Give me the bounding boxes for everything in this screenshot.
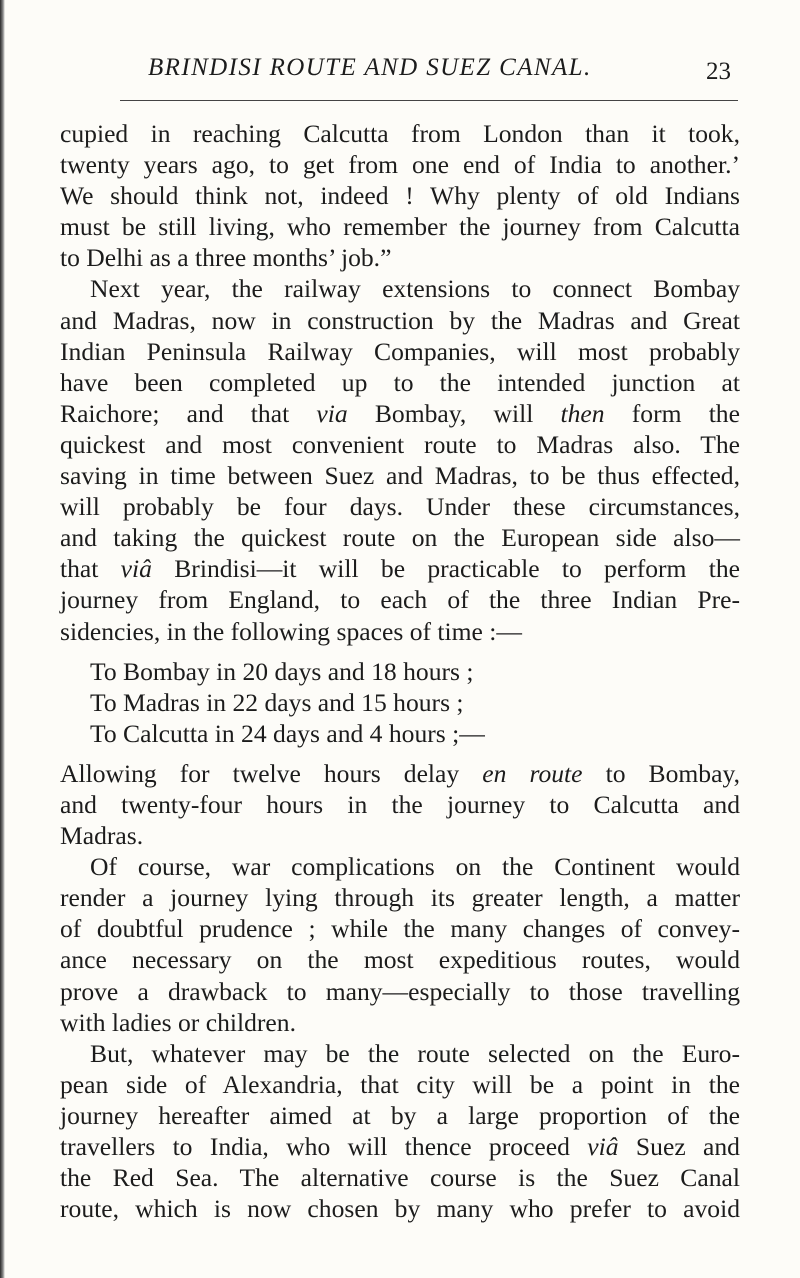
text-line: [60, 758, 740, 789]
italic-word: then: [560, 398, 605, 428]
text-line: have been completed up to the intended junction at: [60, 367, 740, 397]
list-line: To Madras in 22 days and 15 hours ;: [90, 687, 464, 717]
text-line: with ladies or children.: [60, 1007, 296, 1037]
text-line: But, whatever may be the route selected on the Euro-: [90, 1038, 740, 1068]
text-line: [60, 1131, 740, 1162]
text-span: Suez and: [635, 1132, 740, 1161]
text-line: and twenty-four hours in the journey to Calcutta and: [60, 789, 740, 819]
header-rule: [120, 100, 738, 101]
page-number: 23: [706, 58, 731, 85]
body-text: [60, 118, 740, 1224]
text-line: journey hereafter aimed at by a large proportion of the: [60, 1100, 740, 1130]
text-line: of doubtful prudence ; while the many changes of convey-: [60, 914, 740, 944]
text-line: Of course, war complications on the Continent would: [90, 852, 740, 882]
text-line: Indian Peninsula Railway Companies, will most probably: [60, 336, 740, 366]
list-line: To Calcutta in 24 days and 4 hours ;—: [90, 718, 485, 748]
text-line: [60, 398, 740, 429]
text-line: pean side of Alexandria, that city will be a point in the: [60, 1069, 740, 1099]
italic-word: via: [316, 398, 348, 428]
text-span: Allowing for twelve hours delay: [60, 758, 460, 788]
text-line: must be still living, who remember the journey from Calcutta: [60, 212, 740, 242]
italic-word: en route: [482, 758, 583, 788]
page-header: [0, 52, 800, 92]
text-line: Next year, the railway extensions to connect Bombay: [90, 274, 740, 304]
text-line: sidencies, in the following spaces of time :—: [60, 616, 523, 646]
text-span: Brindisi—it will be practicable to perform the: [174, 554, 740, 584]
text-line: will probably be four days. Under these circumstances,: [60, 492, 740, 522]
text-line: cupied in reaching Calcutta from London than it took,: [60, 119, 740, 148]
text-line: ance necessary on the most expeditious routes, would: [60, 945, 740, 975]
text-line: quickest and most convenient route to Madras also. The: [60, 429, 740, 459]
text-line: saving in time between Suez and Madras, to be thus effected,: [60, 461, 740, 491]
text-line: render a journey lying through its greater length, a matter: [60, 883, 740, 913]
text-line: and Madras, now in construction by the Madras and Great: [60, 305, 740, 335]
text-line: [60, 553, 740, 584]
page-binding-edge: [0, 0, 5, 1278]
text-span: Bombay, will: [374, 398, 534, 428]
text-line: prove a drawback to many—especially to those travelling: [60, 976, 740, 1006]
text-line: route, which is now chosen by many who prefer to avoid: [60, 1194, 740, 1224]
text-line: journey from England, to each of the three Indian Pre-: [60, 585, 740, 615]
text-line: to Delhi as a three months’ job.”: [60, 243, 392, 273]
italic-word: viâ: [587, 1132, 619, 1161]
text-line: twenty years ago, to get from one end of India to another.’: [60, 150, 740, 180]
italic-word: viâ: [120, 554, 152, 584]
text-line: We should think not, indeed ! Why plenty of old Indians: [60, 181, 740, 211]
running-title: BRINDISI ROUTE AND SUEZ CANAL.: [148, 54, 592, 81]
text-span: travellers to India, who will thence proceed: [60, 1132, 570, 1161]
text-span: Raichore; and that: [60, 398, 290, 428]
text-span: form the: [631, 398, 740, 428]
text-span: to Bombay,: [605, 758, 740, 788]
text-line: and taking the quickest route on the European side also—: [60, 523, 740, 553]
text-span: that: [60, 554, 99, 584]
list-line: To Bombay in 20 days and 18 hours ;: [90, 656, 474, 686]
text-line: Madras.: [60, 821, 144, 851]
text-line: the Red Sea. The alternative course is the Suez Canal: [60, 1163, 740, 1193]
